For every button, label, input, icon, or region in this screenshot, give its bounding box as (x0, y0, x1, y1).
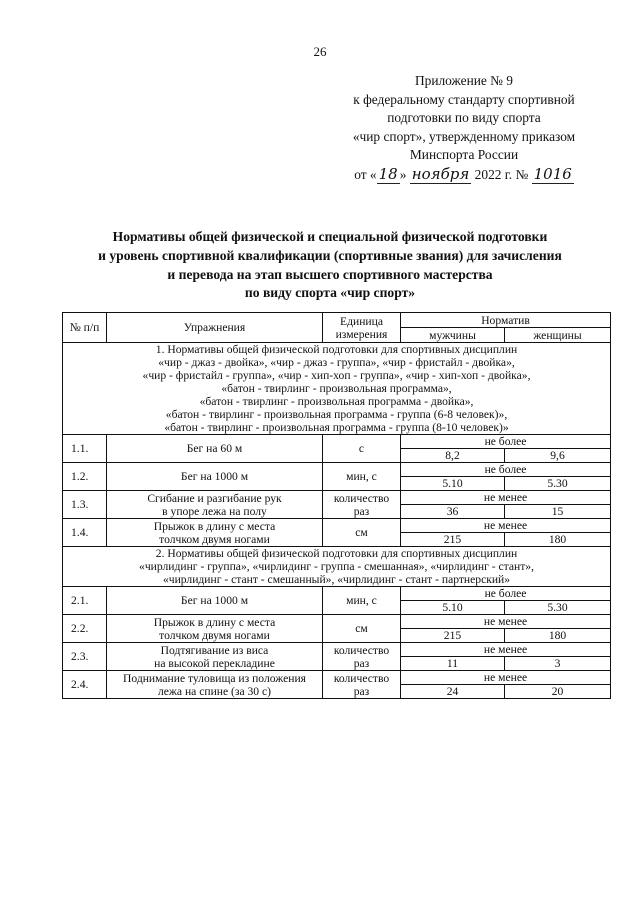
unit-line: мин, с (346, 470, 377, 483)
unit-of-measure (323, 615, 401, 643)
unit-line: см (355, 622, 368, 635)
page-number: 26 (313, 44, 327, 59)
exercise-name (107, 435, 323, 463)
exercise-line: толчком двумя ногами (159, 532, 270, 546)
women-value: 5.30 (505, 601, 611, 615)
men-value: 215 (401, 629, 505, 643)
document-title (40, 228, 620, 303)
exercise-line: на высокой перекладине (154, 656, 275, 670)
exercise-line: Прыжок в длину с места (153, 519, 276, 533)
section-title-line: «чирлидинг - группа», «чирлидинг - группа - смешанная», «чирлидинг - стант», (139, 560, 534, 573)
men-value: 5.10 (401, 477, 505, 491)
unit-line: количество (333, 491, 390, 505)
title-line: и перевода на этап высшего спортивного мастерства (167, 266, 493, 282)
norm-limit: не менее (401, 671, 611, 685)
exercise-name (107, 643, 323, 671)
men-value: 36 (401, 505, 505, 519)
unit-line: мин, с (346, 594, 377, 607)
row-number: 2.1. (63, 587, 107, 615)
exercise-line: Подтягивание из виса (160, 643, 269, 657)
men-value: 11 (401, 657, 505, 671)
norm-limit: не менее (401, 615, 611, 629)
header-women: женщины (505, 328, 611, 343)
unit-line: раз (353, 504, 370, 518)
unit-of-measure (323, 587, 401, 615)
exercise-line: толчком двумя ногами (159, 628, 270, 642)
exercise-line: Сгибание и разгибание рук (147, 491, 282, 505)
exercise-line: Прыжок в длину с места (153, 615, 276, 629)
section-title-line: «батон - твирлинг - произвольная программа», (221, 382, 452, 395)
annex-date-line (314, 165, 614, 185)
exercise-name (107, 491, 323, 519)
exercise-line: в упоре лежа на полу (162, 504, 267, 518)
header-men: мужчины (401, 328, 505, 343)
table-row (63, 643, 611, 657)
annex-line: подготовки по виду спорта (387, 110, 541, 126)
unit-of-measure (323, 671, 401, 699)
handwritten-month: ноября (411, 164, 470, 183)
unit-line: с (358, 442, 365, 455)
annex-line: Минспорта России (409, 147, 519, 163)
section-title-line: «чир - джаз - двойка», «чир - джаз - группа», «чир - фристайл - двойка», (158, 356, 515, 369)
exercise-name (107, 519, 323, 547)
unit-line: количество (333, 643, 390, 657)
annex-line: к федеральному стандарту спортивной (353, 91, 575, 107)
handwritten-order-number: 1016 (533, 164, 572, 183)
annex-header (314, 72, 614, 185)
section-title (63, 547, 611, 587)
men-value: 215 (401, 533, 505, 547)
row-number: 1.1. (63, 435, 107, 463)
section-title-line: «чирлидинг - стант - смешанный», «чирлидинг - стант - партнерский» (162, 573, 511, 586)
row-number: 2.3. (63, 643, 107, 671)
header-row (63, 313, 611, 328)
women-value: 180 (505, 533, 611, 547)
women-value: 9,6 (505, 449, 611, 463)
date-year: 2022 г. № (474, 166, 529, 182)
unit-of-measure (323, 463, 401, 491)
header-norm: Норматив (401, 313, 611, 328)
header-unit: Единица измерения (323, 313, 401, 343)
unit-of-measure (323, 435, 401, 463)
title-line: и уровень спортивной квалификации (спортивные звания) для зачисления (98, 247, 562, 263)
exercise-line: лежа на спине (за 30 с) (157, 684, 272, 698)
unit-of-measure (323, 643, 401, 671)
section-title-line: 2. Нормативы общей физической подготовки для спортивных дисциплин (155, 547, 518, 560)
norm-limit: не более (401, 463, 611, 477)
exercise-name (107, 463, 323, 491)
row-number: 2.2. (63, 615, 107, 643)
table-row (63, 519, 611, 533)
unit-line: см (355, 526, 368, 539)
exercise-name (107, 671, 323, 699)
section-header-row (63, 343, 611, 435)
women-value: 5.30 (505, 477, 611, 491)
women-value: 3 (505, 657, 611, 671)
title-line: Нормативы общей физической и специальной физической подготовки (112, 229, 548, 244)
unit-line: количество (333, 671, 390, 685)
section-title-line: «батон - твирлинг - произвольная программа - группа (6-8 человек)», (165, 408, 508, 421)
men-value: 24 (401, 685, 505, 699)
exercise-name (107, 615, 323, 643)
section-title-line: «батон - твирлинг - произвольная программа - группа (8-10 человек)» (164, 421, 509, 434)
exercise-line: Бег на 1000 м (180, 470, 249, 483)
section-title-line: 1. Нормативы общей физической подготовки для спортивных дисциплин (155, 343, 518, 356)
norm-limit: не более (401, 435, 611, 449)
table-row (63, 671, 611, 685)
row-number: 1.3. (63, 491, 107, 519)
annex-line: «чир спорт», утвержденному приказом (352, 128, 576, 144)
table-row (63, 463, 611, 477)
handwritten-day: 18 (378, 164, 398, 183)
row-number: 2.4. (63, 671, 107, 699)
exercise-name (107, 587, 323, 615)
row-number: 1.2. (63, 463, 107, 491)
section-header-row (63, 547, 611, 587)
section-title-line: «чир - фристайл - группа», «чир - хип-хоп - группа», «чир - хип-хоп - двойка», (142, 369, 531, 382)
row-number: 1.4. (63, 519, 107, 547)
norms-table (62, 312, 611, 699)
unit-line: раз (353, 656, 370, 670)
date-mid: » (399, 166, 407, 182)
unit-of-measure (323, 491, 401, 519)
table-row (63, 587, 611, 601)
women-value: 20 (505, 685, 611, 699)
table-row (63, 435, 611, 449)
table-row (63, 615, 611, 629)
norm-limit: не более (401, 587, 611, 601)
title-line: по виду спорта «чир спорт» (244, 285, 416, 301)
norm-limit: не менее (401, 643, 611, 657)
section-title-line: «батон - твирлинг - произвольная программа - двойка», (199, 395, 474, 408)
men-value: 8,2 (401, 449, 505, 463)
men-value: 5.10 (401, 601, 505, 615)
exercise-line: Бег на 60 м (186, 442, 243, 455)
exercise-line: Поднимание туловища из положения (122, 671, 306, 685)
section-title (63, 343, 611, 435)
header-num: № п/п (63, 313, 107, 343)
date-prefix: от « (354, 166, 377, 182)
women-value: 180 (505, 629, 611, 643)
table-row (63, 491, 611, 505)
annex-line: Приложение № 9 (414, 73, 514, 88)
exercise-line: Бег на 1000 м (180, 594, 249, 607)
women-value: 15 (505, 505, 611, 519)
header-exercises: Упражнения (107, 313, 323, 343)
norm-limit: не менее (401, 519, 611, 533)
unit-of-measure (323, 519, 401, 547)
unit-line: раз (353, 684, 370, 698)
norm-limit: не менее (401, 491, 611, 505)
